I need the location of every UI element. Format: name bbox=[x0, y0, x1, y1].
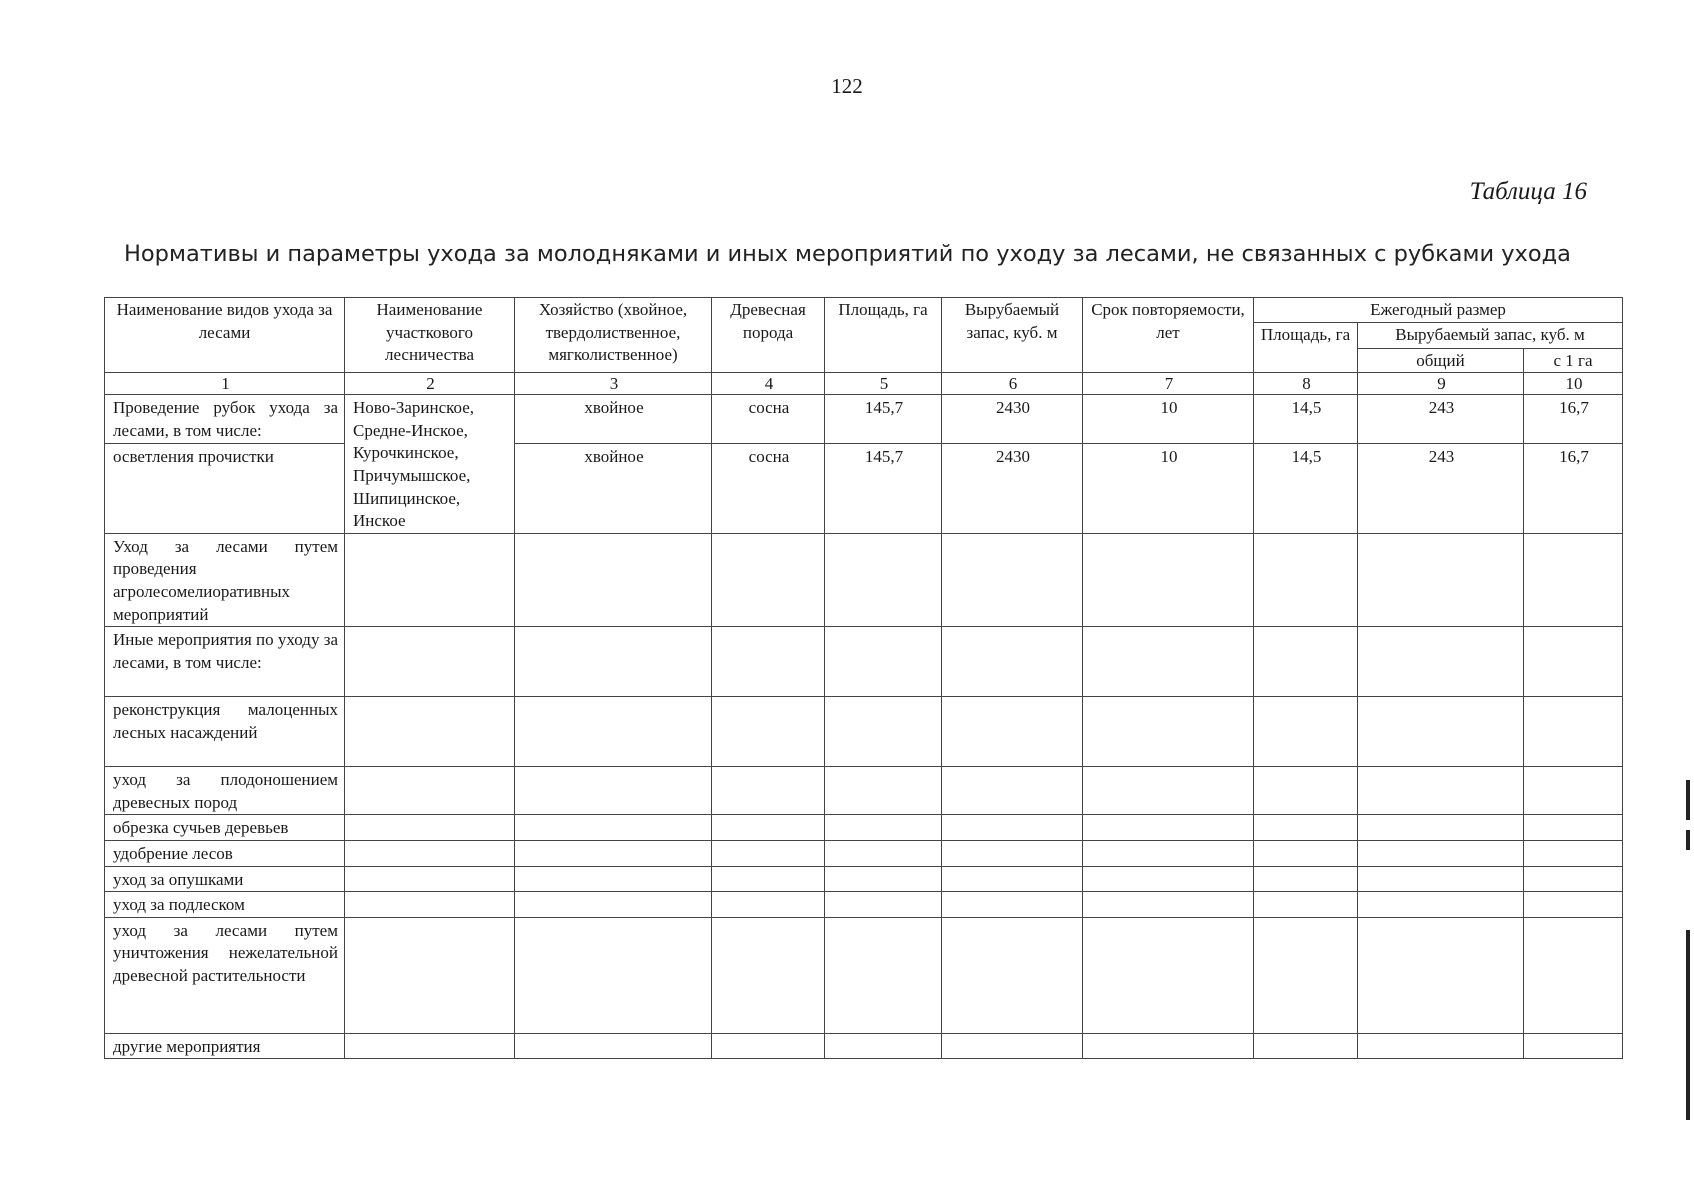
table-row bbox=[105, 1033, 1623, 1059]
header-col1: Наименование видов ухода за лесами bbox=[105, 298, 345, 373]
table-row bbox=[105, 892, 1623, 918]
norms-table bbox=[104, 297, 1623, 1059]
header-col7: Срок повторяемости, лет bbox=[1083, 298, 1254, 373]
header-col2: Наименование участкового лесничества bbox=[345, 298, 515, 373]
annual-volume-per-ha-cell: 16,7 bbox=[1524, 443, 1623, 533]
header-col6: Вырубаемый запас, куб. м bbox=[942, 298, 1083, 373]
header-col3: Хозяйство (хвойное, твердолиственное, мягколиственное) bbox=[515, 298, 712, 373]
column-number: 5 bbox=[825, 373, 942, 395]
area-cell: 145,7 bbox=[825, 443, 942, 533]
table-row bbox=[105, 627, 1623, 697]
scan-edge-marks bbox=[1686, 760, 1692, 1120]
annual-volume-total-cell: 243 bbox=[1358, 443, 1524, 533]
table-row bbox=[105, 815, 1623, 841]
row-name: обрезка сучьев деревьев bbox=[105, 815, 345, 841]
volume-cell: 2430 bbox=[942, 443, 1083, 533]
column-number: 8 bbox=[1254, 373, 1358, 395]
economy-cell: хвойное bbox=[515, 395, 712, 443]
document-title: Нормативы и параметры ухода за молодняками и иных мероприятий по уходу за лесами, не связанных с рубками ухода bbox=[124, 241, 1571, 267]
table-row bbox=[105, 767, 1623, 815]
row-name: уход за подлеском bbox=[105, 892, 345, 918]
table-label: Таблица 16 bbox=[1469, 178, 1587, 205]
table-row bbox=[105, 697, 1623, 767]
header-col4: Древесная порода bbox=[712, 298, 825, 373]
column-number: 9 bbox=[1358, 373, 1524, 395]
row-name: другие мероприятия bbox=[105, 1033, 345, 1059]
row-name: Уход за лесами путем проведения агролесомелиоративных мероприятий bbox=[105, 533, 345, 626]
column-number: 1 bbox=[105, 373, 345, 395]
table-row bbox=[105, 917, 1623, 1033]
row-name: уход за опушками bbox=[105, 866, 345, 892]
column-number: 2 bbox=[345, 373, 515, 395]
table-row bbox=[105, 443, 1623, 533]
economy-cell: хвойное bbox=[515, 443, 712, 533]
annual-volume-per-ha-cell: 16,7 bbox=[1524, 395, 1623, 443]
annual-area-cell: 14,5 bbox=[1254, 395, 1358, 443]
header-annual-volume-total: общий bbox=[1358, 348, 1524, 373]
volume-cell: 2430 bbox=[942, 395, 1083, 443]
table-row bbox=[105, 866, 1623, 892]
species-cell: сосна bbox=[712, 443, 825, 533]
table-row bbox=[105, 533, 1623, 626]
column-number: 3 bbox=[515, 373, 712, 395]
period-cell: 10 bbox=[1083, 395, 1254, 443]
row-name: Иные мероприятия по уходу за лесами, в том числе: bbox=[105, 627, 345, 697]
header-annual-group: Ежегодный размер bbox=[1254, 298, 1623, 323]
header-annual-volume-per-ha: с 1 га bbox=[1524, 348, 1623, 373]
area-cell: 145,7 bbox=[825, 395, 942, 443]
species-cell: сосна bbox=[712, 395, 825, 443]
page-number: 122 bbox=[831, 74, 863, 98]
column-number: 7 bbox=[1083, 373, 1254, 395]
column-number: 10 bbox=[1524, 373, 1623, 395]
column-number: 6 bbox=[942, 373, 1083, 395]
annual-area-cell: 14,5 bbox=[1254, 443, 1358, 533]
row-name: осветления прочистки bbox=[105, 443, 345, 533]
column-number-row bbox=[105, 373, 1623, 395]
row-name: Проведение рубок ухода за лесами, в том числе: bbox=[105, 395, 345, 443]
header-annual-area: Площадь, га bbox=[1254, 322, 1358, 373]
row-name: уход за лесами путем уничтожения нежелательной древесной растительности bbox=[105, 917, 345, 1033]
table-row bbox=[105, 840, 1623, 866]
row-name: уход за плодоношением древесных пород bbox=[105, 767, 345, 815]
annual-volume-total-cell: 243 bbox=[1358, 395, 1524, 443]
table-row bbox=[105, 395, 1623, 443]
column-number: 4 bbox=[712, 373, 825, 395]
period-cell: 10 bbox=[1083, 443, 1254, 533]
row-name: удобрение лесов bbox=[105, 840, 345, 866]
header-annual-volume-group: Вырубаемый запас, куб. м bbox=[1358, 322, 1623, 348]
row-name: реконструкция малоценных лесных насаждений bbox=[105, 697, 345, 767]
header-col5: Площадь, га bbox=[825, 298, 942, 373]
forestries-cell: Ново-Заринское, Средне-Инское, Курочкинское, Причумышское, Шипицинское, Инское bbox=[345, 395, 515, 534]
